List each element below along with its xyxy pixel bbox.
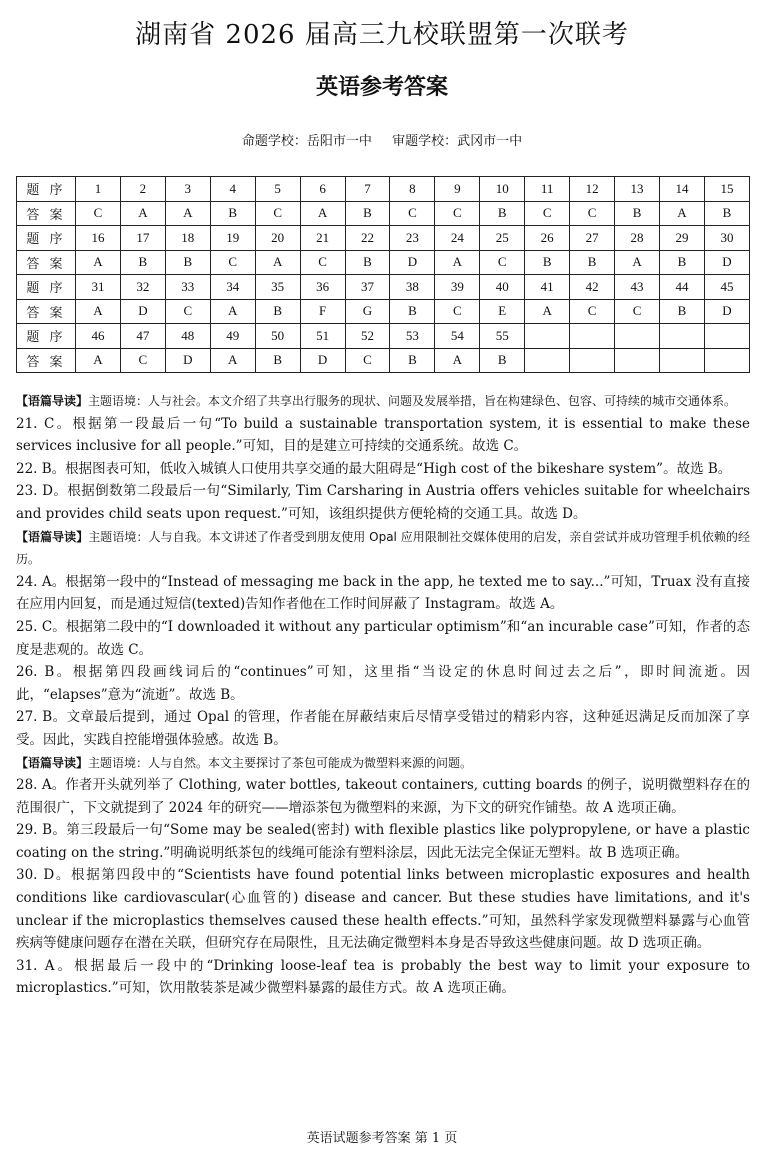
question-number-row <box>17 226 750 251</box>
answer-cell: D <box>165 348 210 373</box>
question-number-cell: 26 <box>525 226 570 251</box>
question-number-cell: 23 <box>390 226 435 251</box>
answer-cell: A <box>210 299 255 324</box>
answer-cell: D <box>704 299 749 324</box>
question-number-cell: 2 <box>120 177 165 202</box>
answer-cell: D <box>704 250 749 275</box>
answer-cell: C <box>570 299 615 324</box>
answer-cell <box>659 348 704 373</box>
answer-cell: B <box>345 250 390 275</box>
question-number-cell: 44 <box>659 275 704 300</box>
question-number-cell <box>615 324 660 349</box>
answer-cell: E <box>480 299 525 324</box>
answer-cell: C <box>435 201 480 226</box>
question-number-cell <box>570 324 615 349</box>
answer-cell: A <box>615 250 660 275</box>
question-number-cell: 21 <box>300 226 345 251</box>
reviewing-school: 审题学校：武冈市一中 <box>392 134 523 149</box>
question-number-cell: 16 <box>76 226 121 251</box>
question-number-cell: 22 <box>345 226 390 251</box>
question-number-cell: 53 <box>390 324 435 349</box>
answer-cell: C <box>435 299 480 324</box>
question-number-cell: 11 <box>525 177 570 202</box>
question-number-cell: 9 <box>435 177 480 202</box>
answer-explanation-30: 30. D。根据第四段中的“Scientists have found potential links between microplastic exposures and health conditions like cardiovascular(心血管的) disease and cancer. But these studies have limitations, and it's unclear if the microplastics themselves caused these health effects.”可知，虽然科学家发现微塑料暴露与心血管疾病等健康问题存在潜在关联，但研究存在局限性，且无法确定微塑料本身是否导致这些健康问题。故 D 选项正确。 <box>16 867 750 952</box>
question-number-cell: 46 <box>76 324 121 349</box>
question-number-cell: 31 <box>76 275 121 300</box>
answer-cell: B <box>570 250 615 275</box>
answer-cell: C <box>210 250 255 275</box>
question-number-cell: 40 <box>480 275 525 300</box>
question-number-cell: 47 <box>120 324 165 349</box>
answer-cell: A <box>76 299 121 324</box>
question-number-cell: 33 <box>165 275 210 300</box>
answer-cell: D <box>390 250 435 275</box>
question-number-cell: 25 <box>480 226 525 251</box>
answer-cell: C <box>480 250 525 275</box>
answer-cell: B <box>210 201 255 226</box>
answer-cell: A <box>165 201 210 226</box>
answer-table <box>16 176 750 373</box>
question-number-cell: 32 <box>120 275 165 300</box>
answer-cell: C <box>300 250 345 275</box>
answer-cell: B <box>704 201 749 226</box>
answer-cell: B <box>390 348 435 373</box>
answer-cell: B <box>390 299 435 324</box>
answer-cell: B <box>480 348 525 373</box>
answer-cell <box>704 348 749 373</box>
question-number-cell: 37 <box>345 275 390 300</box>
answer-cell: C <box>165 299 210 324</box>
row-label-answer: 答 案 <box>17 250 76 275</box>
answer-cell: B <box>659 250 704 275</box>
guide-paragraph: 【语篇导读】主题语境：人与社会。本文介绍了共享出行服务的现状、问题及发展举措，旨在构建绿色、包容、可持续的城市交通体系。 <box>16 394 737 408</box>
answer-cell: B <box>480 201 525 226</box>
question-number-cell: 39 <box>435 275 480 300</box>
row-label-answer: 答 案 <box>17 299 76 324</box>
page-subtitle: 英语参考答案 <box>315 75 448 100</box>
answer-cell: D <box>300 348 345 373</box>
answer-cell: A <box>76 250 121 275</box>
answer-cell <box>570 348 615 373</box>
question-number-cell: 38 <box>390 275 435 300</box>
question-number-cell: 51 <box>300 324 345 349</box>
question-number-cell: 49 <box>210 324 255 349</box>
row-label-question: 题 序 <box>17 226 76 251</box>
answer-cell: C <box>76 201 121 226</box>
question-number-cell: 3 <box>165 177 210 202</box>
question-number-cell: 15 <box>704 177 749 202</box>
question-number-cell: 41 <box>525 275 570 300</box>
question-number-cell: 30 <box>704 226 749 251</box>
question-number-cell: 4 <box>210 177 255 202</box>
answer-cell: C <box>615 299 660 324</box>
answer-cell: A <box>210 348 255 373</box>
answer-row <box>17 201 750 226</box>
answer-cell: A <box>659 201 704 226</box>
question-number-cell: 45 <box>704 275 749 300</box>
question-number-cell: 34 <box>210 275 255 300</box>
answer-cell: A <box>435 250 480 275</box>
question-number-cell: 29 <box>659 226 704 251</box>
page-title: 湖南省 2026 届高三九校联盟第一次联考 <box>135 20 629 50</box>
answer-explanation-21: 21. C。根据第一段最后一句“To build a sustainable transportation system, it is essential to make these services inclusive for all people.”可知，目的是建立可持续的交通系统。故选 C。 <box>16 415 750 455</box>
question-number-cell: 52 <box>345 324 390 349</box>
question-number-cell: 28 <box>615 226 660 251</box>
answer-explanation-27: 27. B。文章最后提到，通过 Opal 的管理，作者能在屏蔽结束后尽情享受错过的精彩内容，这种延迟满足反而加深了享受。因此，实践自控能增强体验感。故选 B。 <box>16 709 750 748</box>
question-number-cell: 19 <box>210 226 255 251</box>
question-number-cell: 18 <box>165 226 210 251</box>
answer-explanation-26: 26. B。根据第四段画线词后的“continues”可知，这里指“当设定的休息时间过去之后”，即时间流逝。因此，“elapses”意为“流逝”。故选 B。 <box>16 664 750 703</box>
question-number-cell: 36 <box>300 275 345 300</box>
answer-cell: B <box>255 299 300 324</box>
question-number-cell: 5 <box>255 177 300 202</box>
answer-cell: C <box>120 348 165 373</box>
answer-cell: C <box>525 201 570 226</box>
row-label-question: 题 序 <box>17 324 76 349</box>
page-footer: 英语试题参考答案 第 1 页 <box>306 1131 458 1146</box>
answer-cell: A <box>120 201 165 226</box>
question-number-cell: 55 <box>480 324 525 349</box>
question-number-cell: 12 <box>570 177 615 202</box>
answer-cell: C <box>570 201 615 226</box>
school-info <box>0 130 764 149</box>
answer-cell <box>615 348 660 373</box>
answer-cell: C <box>345 348 390 373</box>
question-number-cell <box>525 324 570 349</box>
question-number-cell: 1 <box>76 177 121 202</box>
answer-cell: B <box>165 250 210 275</box>
question-number-cell: 10 <box>480 177 525 202</box>
question-number-cell: 42 <box>570 275 615 300</box>
question-number-cell <box>704 324 749 349</box>
question-number-cell: 14 <box>659 177 704 202</box>
answer-explanation-25: 25. C。根据第二段中的“I downloaded it without any particular optimism”和“an incurable case”可知，作者的态度是悲观的。故选 C。 <box>16 618 750 658</box>
question-number-row <box>17 324 750 349</box>
question-number-cell: 20 <box>255 226 300 251</box>
answer-cell: B <box>525 250 570 275</box>
guide-paragraph: 【语篇导读】主题语境：人与自我。本文讲述了作者受到朋友使用 Opal 应用限制社交媒体使用的启发，亲自尝试并成功管理手机依赖的经历。 <box>16 529 750 567</box>
answer-cell: C <box>255 201 300 226</box>
answer-explanation-24: 24. A。根据第一段中的“Instead of messaging me back in the app, he texted me to say...”可知，Truax 没有直接在应用内回复，而是通过短信(texted)告知作者他在工作时间屏蔽了 Instagram。故选 A。 <box>16 573 750 613</box>
answer-cell: A <box>300 201 345 226</box>
answer-cell: A <box>435 348 480 373</box>
answer-cell: B <box>615 201 660 226</box>
question-number-cell: 13 <box>615 177 660 202</box>
row-label-question: 题 序 <box>17 177 76 202</box>
question-number-row <box>17 275 750 300</box>
answer-cell: B <box>345 201 390 226</box>
answer-cell: G <box>345 299 390 324</box>
question-number-cell: 24 <box>435 226 480 251</box>
question-number-cell: 27 <box>570 226 615 251</box>
answer-explanation-29: 29. B。第三段最后一句“Some may be sealed(密封) with flexible plastics like polypropylene, or have a plastic coating on the string.”明确说明纸茶包的线绳可能涂有塑料涂层，因此无法完全保证无塑料。故 B 选项正确。 <box>16 822 750 861</box>
question-number-cell: 35 <box>255 275 300 300</box>
answer-row <box>17 250 750 275</box>
answer-cell: B <box>255 348 300 373</box>
answer-cell: A <box>255 250 300 275</box>
answer-cell: A <box>76 348 121 373</box>
answer-explanation-28: 28. A。作者开头就列举了 Clothing, water bottles, takeout containers, cutting boards 的例子，说明微塑料存在的范围很广，下文就提到了 2024 年的研究——增添茶包为微塑料的来源，为下文的研究作铺垫。故 A 选项正确。 <box>16 777 750 816</box>
row-label-answer: 答 案 <box>17 348 76 373</box>
proposing-school: 命题学校：岳阳市一中 <box>241 134 372 149</box>
answer-cell: A <box>525 299 570 324</box>
answer-row <box>17 299 750 324</box>
answer-cell: B <box>120 250 165 275</box>
row-label-answer: 答 案 <box>17 201 76 226</box>
explanations <box>16 390 750 1000</box>
row-label-question: 题 序 <box>17 275 76 300</box>
question-number-cell: 7 <box>345 177 390 202</box>
answer-cell: C <box>390 201 435 226</box>
question-number-cell: 50 <box>255 324 300 349</box>
answer-explanation-23: 23. D。根据倒数第二段最后一句“Similarly, Tim Carsharing in Austria offers vehicles suitable for wheelchairs and provides child seats upon request.”可知，该组织提供方便轮椅的交通工具。故选 D。 <box>16 483 750 522</box>
answer-cell: D <box>120 299 165 324</box>
answer-cell: F <box>300 299 345 324</box>
question-number-cell: 43 <box>615 275 660 300</box>
answer-explanation-31: 31. A。根据最后一段中的“Drinking loose-leaf tea is probably the best way to limit your exposure to microplastics.”可知，饮用散装茶是减少微塑料暴露的最佳方式。故 A 选项正确。 <box>16 957 750 997</box>
question-number-cell: 17 <box>120 226 165 251</box>
question-number-cell: 6 <box>300 177 345 202</box>
question-number-cell: 48 <box>165 324 210 349</box>
answer-row <box>17 348 750 373</box>
answer-cell: B <box>659 299 704 324</box>
answer-cell <box>525 348 570 373</box>
answer-explanation-22: 22. B。根据图表可知，低收入城镇人口使用共享交通的最大阻碍是“High cost of the bikeshare system”。故选 B。 <box>16 460 732 477</box>
question-number-row <box>17 177 750 202</box>
guide-paragraph: 【语篇导读】主题语境：人与自然。本文主要探讨了茶包可能成为微塑料来源的问题。 <box>16 755 473 770</box>
question-number-cell: 54 <box>435 324 480 349</box>
question-number-cell <box>659 324 704 349</box>
question-number-cell: 8 <box>390 177 435 202</box>
